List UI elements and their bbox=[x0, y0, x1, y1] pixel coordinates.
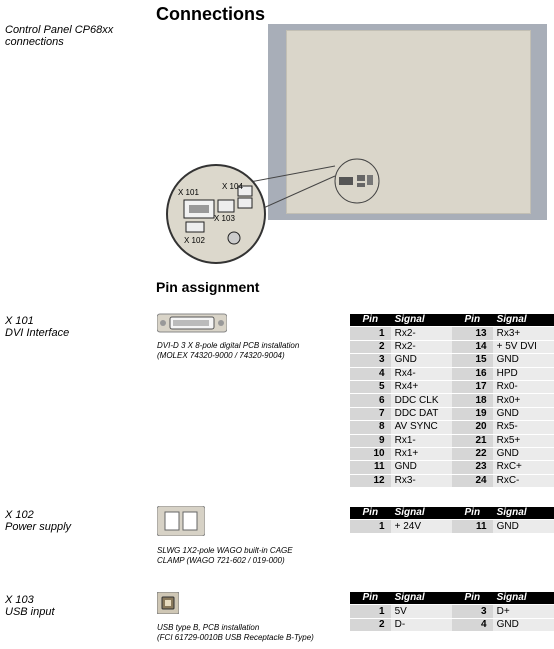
pin-number-cell: 7 bbox=[350, 407, 391, 420]
pin-number-cell: 22 bbox=[452, 447, 493, 460]
pin-number-cell: 2 bbox=[350, 340, 391, 353]
signal-cell: Rx5- bbox=[493, 421, 554, 434]
table-row bbox=[350, 421, 554, 434]
signal-cell: GND bbox=[493, 407, 554, 420]
pin-header: Pin bbox=[452, 507, 493, 520]
signal-header: Signal bbox=[391, 592, 452, 605]
pin-number-cell: 13 bbox=[452, 327, 493, 340]
x103-label-id: X 103 bbox=[5, 594, 34, 606]
signal-cell: D+ bbox=[493, 605, 554, 618]
signal-cell: GND bbox=[493, 520, 554, 533]
pin-number-cell: 15 bbox=[452, 354, 493, 367]
table-row bbox=[350, 367, 554, 380]
pin-number-cell: 11 bbox=[350, 461, 391, 474]
signal-cell: Rx3- bbox=[391, 474, 452, 487]
x103-label-name: USB input bbox=[5, 606, 55, 618]
pin-number-cell: 24 bbox=[452, 474, 493, 487]
pin-number-cell: 5 bbox=[350, 380, 391, 393]
signal-cell: GND bbox=[493, 618, 554, 631]
dvi-table-header bbox=[350, 314, 554, 327]
callout-label-x102: X 102 bbox=[184, 236, 205, 245]
signal-header: Signal bbox=[493, 592, 554, 605]
pin-number-cell: 4 bbox=[452, 618, 493, 631]
signal-cell: GND bbox=[391, 461, 452, 474]
pin-number-cell: 1 bbox=[350, 605, 391, 618]
pin-number-cell: 12 bbox=[350, 474, 391, 487]
signal-cell: Rx4+ bbox=[391, 380, 452, 393]
dvi-pin-table bbox=[350, 314, 554, 488]
pin-number-cell: 10 bbox=[350, 447, 391, 460]
table-row bbox=[350, 434, 554, 447]
signal-cell: Rx1- bbox=[391, 434, 452, 447]
signal-cell: Rx0- bbox=[493, 380, 554, 393]
table-row bbox=[350, 327, 554, 340]
usb-caption bbox=[157, 623, 314, 643]
callout-label-x104: X 104 bbox=[222, 182, 243, 191]
pin-number-cell: 14 bbox=[452, 340, 493, 353]
pin-number-cell: 23 bbox=[452, 461, 493, 474]
pin-number-cell: 3 bbox=[350, 354, 391, 367]
signal-header: Signal bbox=[493, 314, 554, 327]
pin-assignment-heading: Pin assignment bbox=[156, 279, 260, 295]
pin-header: Pin bbox=[452, 314, 493, 327]
signal-cell: GND bbox=[391, 354, 452, 367]
signal-header: Signal bbox=[391, 314, 452, 327]
pin-number-cell: 9 bbox=[350, 434, 391, 447]
pin-header: Pin bbox=[350, 592, 391, 605]
usb-connector-image bbox=[157, 592, 179, 614]
x102-label-id: X 102 bbox=[5, 509, 34, 521]
pin-header: Pin bbox=[452, 592, 493, 605]
signal-cell: DDC CLK bbox=[391, 394, 452, 407]
callout-label-x103: X 103 bbox=[214, 214, 235, 223]
dvi-caption-line2: (MOLEX 74320-9000 / 74320-9004) bbox=[157, 351, 285, 360]
pin-number-cell: 3 bbox=[452, 605, 493, 618]
signal-cell: GND bbox=[493, 354, 554, 367]
signal-cell: + 24V bbox=[391, 520, 452, 533]
signal-cell: RxC+ bbox=[493, 461, 554, 474]
dvi-connector-image bbox=[157, 312, 227, 334]
table-row bbox=[350, 605, 554, 618]
signal-cell: Rx4- bbox=[391, 367, 452, 380]
signal-cell: Rx5+ bbox=[493, 434, 554, 447]
dvi-caption-line1: DVI-D 3 X 8-pole digital PCB installation bbox=[157, 341, 300, 350]
usb-table-header bbox=[350, 592, 554, 605]
signal-cell: + 5V DVI bbox=[493, 340, 554, 353]
pin-header: Pin bbox=[350, 314, 391, 327]
pin-number-cell: 17 bbox=[452, 380, 493, 393]
signal-cell: Rx2- bbox=[391, 340, 452, 353]
dvi-caption bbox=[157, 341, 299, 361]
pin-number-cell: 1 bbox=[350, 520, 391, 533]
pin-number-cell: 4 bbox=[350, 367, 391, 380]
table-row bbox=[350, 340, 554, 353]
power-connector-image bbox=[157, 506, 205, 536]
device-label-line2: connections bbox=[5, 36, 64, 48]
table-row bbox=[350, 407, 554, 420]
x101-label bbox=[5, 315, 69, 339]
signal-cell: Rx1+ bbox=[391, 447, 452, 460]
usb-caption-line1: USB type B, PCB installation bbox=[157, 623, 260, 632]
usb-caption-line2: (FCI 61729-0010B USB Receptacle B-Type) bbox=[157, 633, 314, 642]
pin-number-cell: 11 bbox=[452, 520, 493, 533]
table-row bbox=[350, 461, 554, 474]
power-pin-table bbox=[350, 507, 554, 534]
signal-cell: RxC- bbox=[493, 474, 554, 487]
table-row bbox=[350, 394, 554, 407]
callout-label-x101: X 101 bbox=[178, 188, 199, 197]
signal-cell: DDC DAT bbox=[391, 407, 452, 420]
signal-cell: Rx0+ bbox=[493, 394, 554, 407]
pin-number-cell: 20 bbox=[452, 421, 493, 434]
table-row bbox=[350, 354, 554, 367]
table-row bbox=[350, 380, 554, 393]
x103-label bbox=[5, 594, 55, 618]
signal-cell: AV SYNC bbox=[391, 421, 452, 434]
pin-number-cell: 8 bbox=[350, 421, 391, 434]
table-row bbox=[350, 474, 554, 487]
signal-cell: GND bbox=[493, 447, 554, 460]
signal-cell: Rx3+ bbox=[493, 327, 554, 340]
power-caption-line2: CLAMP (WAGO 721-602 / 019-000) bbox=[157, 556, 285, 565]
pin-number-cell: 18 bbox=[452, 394, 493, 407]
pin-number-cell: 6 bbox=[350, 394, 391, 407]
table-row bbox=[350, 618, 554, 631]
pin-number-cell: 2 bbox=[350, 618, 391, 631]
x102-label bbox=[5, 509, 71, 533]
connections-heading: Connections bbox=[156, 4, 266, 24]
signal-cell: 5V bbox=[391, 605, 452, 618]
signal-cell: Rx2- bbox=[391, 327, 452, 340]
connector-callout-magnifier bbox=[166, 164, 266, 264]
device-label bbox=[5, 24, 113, 48]
pin-number-cell: 19 bbox=[452, 407, 493, 420]
pin-number-cell: 21 bbox=[452, 434, 493, 447]
x101-label-id: X 101 bbox=[5, 315, 34, 327]
x102-label-name: Power supply bbox=[5, 521, 72, 533]
power-table-header bbox=[350, 507, 554, 520]
table-row bbox=[350, 447, 554, 460]
pin-number-cell: 1 bbox=[350, 327, 391, 340]
power-caption bbox=[157, 546, 293, 566]
signal-header: Signal bbox=[391, 507, 452, 520]
x101-label-name: DVI Interface bbox=[5, 327, 70, 339]
signal-cell: D- bbox=[391, 618, 452, 631]
device-label-line1: Control Panel CP68xx bbox=[5, 24, 114, 36]
signal-cell: HPD bbox=[493, 367, 554, 380]
table-row bbox=[350, 520, 554, 533]
signal-header: Signal bbox=[493, 507, 554, 520]
usb-pin-table bbox=[350, 592, 554, 632]
pin-number-cell: 16 bbox=[452, 367, 493, 380]
pin-header: Pin bbox=[350, 507, 391, 520]
power-caption-line1: SLWG 1X2-pole WAGO built-in CAGE bbox=[157, 546, 293, 555]
